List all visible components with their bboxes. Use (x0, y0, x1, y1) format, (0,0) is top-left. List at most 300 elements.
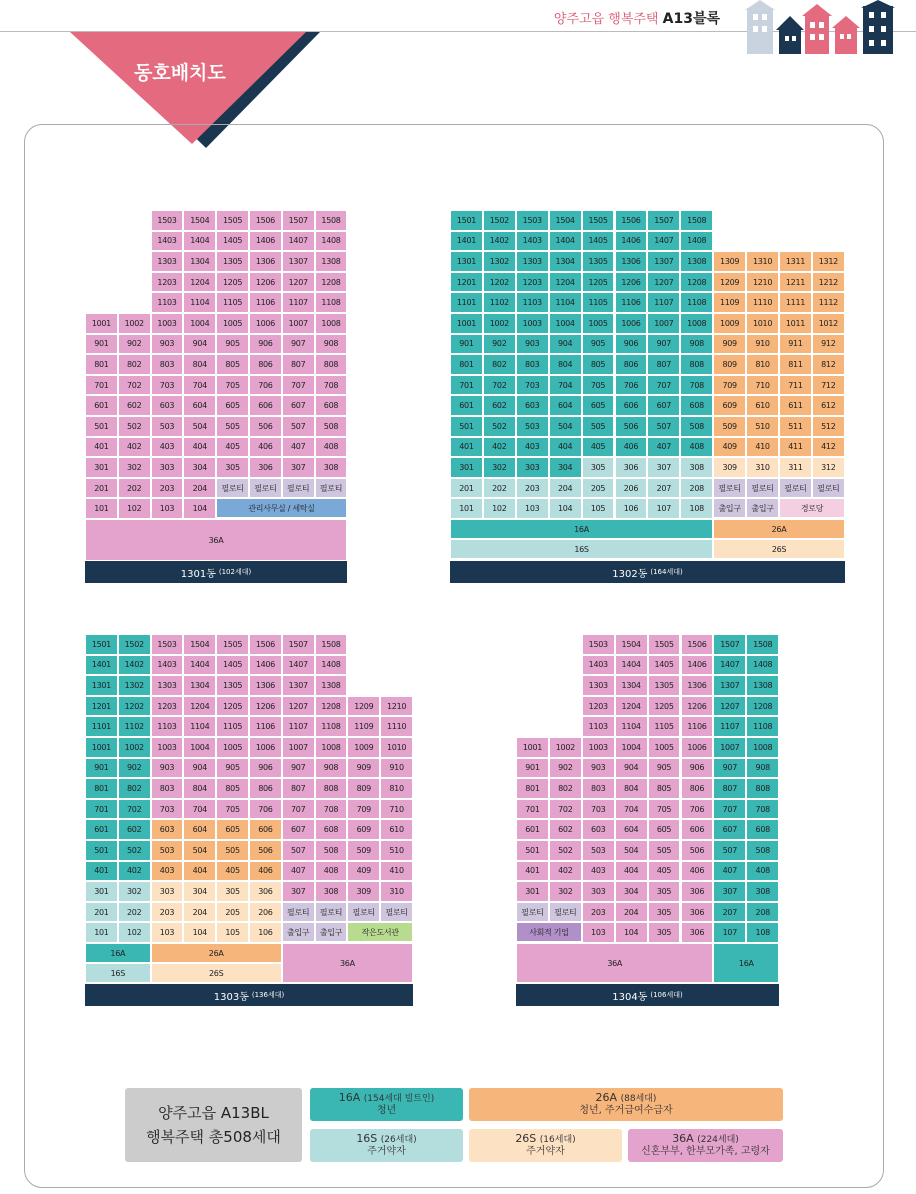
unit-cell: 508 (315, 416, 348, 437)
unit-cell: 706 (249, 375, 282, 396)
unit-cell: 306 (681, 922, 714, 943)
unit-cell: 필로티 (516, 902, 549, 923)
unit-cell: 1307 (282, 251, 315, 272)
unit-cell: 505 (216, 416, 249, 437)
unit-cell: 1404 (183, 231, 216, 252)
unit-cell: 910 (380, 758, 413, 779)
unit-cell: 304 (549, 457, 582, 478)
unit-cell: 1205 (216, 272, 249, 293)
unit-cell: 606 (615, 395, 648, 416)
unit-cell: 104 (615, 922, 648, 943)
unit-cell: 105 (216, 922, 249, 943)
unit-cell: 1010 (746, 313, 779, 334)
unit-cell: 401 (85, 437, 118, 458)
unit-cell: 1008 (315, 313, 348, 334)
unit-cell: 508 (746, 840, 779, 861)
unit-cell: 202 (118, 902, 151, 923)
unit-cell: 710 (746, 375, 779, 396)
unit-cell: 1203 (151, 272, 184, 293)
unit-cell: 809 (713, 354, 746, 375)
unit-cell: 1206 (615, 272, 648, 293)
unit-cell: 803 (582, 778, 615, 799)
unit-cell: 802 (483, 354, 516, 375)
unit-cell: 805 (648, 778, 681, 799)
unit-cell: 308 (746, 881, 779, 902)
unit-cell: 1004 (183, 313, 216, 334)
unit-cell: 1103 (151, 292, 184, 313)
unit-cell: 1008 (680, 313, 713, 334)
unit-cell: 509 (347, 840, 380, 861)
unit-cell: 605 (216, 819, 249, 840)
unit-cell: 610 (746, 395, 779, 416)
unit-cell: 1207 (713, 696, 746, 717)
unit-cell: 1403 (151, 231, 184, 252)
unit-cell: 907 (647, 334, 680, 355)
unit-cell: 1105 (216, 716, 249, 737)
unit-cell: 1408 (315, 655, 348, 676)
unit-cell: 1404 (615, 655, 648, 676)
unit-cell: 309 (347, 881, 380, 902)
unit-cell: 1007 (282, 737, 315, 758)
unit-cell: 306 (249, 457, 282, 478)
unit-cell: 803 (151, 778, 184, 799)
unit-cell: 1404 (183, 655, 216, 676)
unit-cell: 1308 (746, 675, 779, 696)
unit-cell: 203 (151, 902, 184, 923)
unit-cell: 704 (183, 799, 216, 820)
unit-cell: 308 (680, 457, 713, 478)
unit-cell: 1504 (183, 210, 216, 231)
building-label-1304: 1304동 (106세대) (516, 984, 779, 1006)
unit-cell: 1008 (746, 737, 779, 758)
unit-cell: 1303 (582, 675, 615, 696)
type-16S: 16S (85, 963, 151, 983)
unit-cell: 308 (315, 457, 348, 478)
unit-cell: 1303 (151, 251, 184, 272)
unit-cell: 1002 (549, 737, 582, 758)
unit-cell: 305 (216, 457, 249, 478)
unit-cell: 204 (615, 902, 648, 923)
unit-cell: 101 (85, 922, 118, 943)
unit-cell: 701 (516, 799, 549, 820)
unit-cell: 402 (118, 861, 151, 882)
unit-cell: 1207 (282, 272, 315, 293)
document-title: 양주고읍 행복주택 A13블록 (553, 11, 720, 27)
unit-cell: 1001 (85, 737, 118, 758)
unit-cell: 204 (183, 902, 216, 923)
unit-cell: 201 (450, 478, 483, 499)
unit-cell: 811 (779, 354, 812, 375)
unit-cell: 504 (183, 840, 216, 861)
unit-cell: 필로티 (249, 478, 282, 499)
unit-cell: 501 (85, 416, 118, 437)
unit-cell: 905 (648, 758, 681, 779)
type-26A: 26A (151, 943, 282, 963)
unit-cell: 1408 (746, 655, 779, 676)
legend-26A: 26A (88세대) 청년, 주거급여수급자 (469, 1088, 783, 1121)
unit-cell: 507 (647, 416, 680, 437)
unit-cell: 1302 (483, 251, 516, 272)
unit-cell: 307 (282, 881, 315, 902)
unit-cell: 508 (315, 840, 348, 861)
unit-cell: 1308 (315, 675, 348, 696)
houses-icon (743, 0, 903, 54)
unit-cell: 503 (151, 840, 184, 861)
unit-cell: 1004 (183, 737, 216, 758)
unit-cell: 904 (183, 334, 216, 355)
unit-cell: 306 (681, 902, 714, 923)
unit-cell: 208 (746, 902, 779, 923)
unit-cell: 1108 (746, 716, 779, 737)
unit-cell: 601 (450, 395, 483, 416)
unit-cell: 103 (151, 922, 184, 943)
unit-cell: 505 (216, 840, 249, 861)
unit-cell: 107 (713, 922, 746, 943)
facility-office: 관리사무실 / 세탁실 (216, 498, 347, 518)
unit-cell: 702 (549, 799, 582, 820)
unit-cell: 101 (450, 498, 483, 519)
unit-cell: 필로티 (282, 902, 315, 923)
unit-cell: 301 (85, 457, 118, 478)
unit-cell: 304 (183, 881, 216, 902)
unit-cell: 1407 (713, 655, 746, 676)
unit-cell: 1407 (282, 231, 315, 252)
unit-cell: 703 (582, 799, 615, 820)
unit-cell: 1405 (582, 231, 615, 252)
unit-cell: 1505 (648, 634, 681, 655)
unit-cell: 1106 (249, 292, 282, 313)
unit-cell: 1004 (549, 313, 582, 334)
type-16A: 16A (85, 943, 151, 963)
unit-cell: 802 (118, 778, 151, 799)
unit-cell: 712 (812, 375, 845, 396)
unit-cell: 801 (516, 778, 549, 799)
unit-cell: 504 (615, 840, 648, 861)
unit-cell: 801 (85, 778, 118, 799)
unit-cell: 608 (680, 395, 713, 416)
unit-cell: 1408 (315, 231, 348, 252)
unit-cell: 1304 (183, 675, 216, 696)
unit-cell: 1204 (183, 272, 216, 293)
unit-cell: 303 (151, 457, 184, 478)
unit-cell: 804 (183, 354, 216, 375)
unit-cell: 1203 (582, 696, 615, 717)
building-label-1303: 1303동 (136세대) (85, 984, 413, 1006)
unit-cell: 1503 (516, 210, 549, 231)
unit-cell: 1507 (282, 634, 315, 655)
legend-36A: 36A (224세대) 신혼부부, 한부모가족, 고령자 (628, 1129, 783, 1162)
unit-cell: 607 (647, 395, 680, 416)
unit-cell: 406 (249, 437, 282, 458)
unit-cell: 205 (216, 902, 249, 923)
unit-cell: 903 (151, 334, 184, 355)
unit-cell: 511 (779, 416, 812, 437)
unit-cell: 510 (746, 416, 779, 437)
unit-cell: 1209 (713, 272, 746, 293)
unit-cell: 302 (483, 457, 516, 478)
unit-cell: 1101 (85, 716, 118, 737)
unit-cell: 1006 (249, 313, 282, 334)
unit-cell: 204 (549, 478, 582, 499)
unit-cell: 1109 (347, 716, 380, 737)
unit-cell: 1507 (282, 210, 315, 231)
unit-cell: 606 (249, 819, 282, 840)
unit-cell: 807 (282, 778, 315, 799)
unit-cell: 602 (118, 395, 151, 416)
unit-cell: 904 (615, 758, 648, 779)
unit-cell: 709 (713, 375, 746, 396)
unit-cell: 307 (713, 881, 746, 902)
unit-cell: 104 (549, 498, 582, 519)
unit-cell: 708 (680, 375, 713, 396)
unit-cell: 1108 (315, 292, 348, 313)
unit-cell: 601 (85, 395, 118, 416)
unit-cell: 1210 (746, 272, 779, 293)
unit-cell: 1105 (216, 292, 249, 313)
unit-cell: 503 (151, 416, 184, 437)
unit-cell: 1506 (249, 210, 282, 231)
unit-cell: 512 (812, 416, 845, 437)
unit-cell: 809 (347, 778, 380, 799)
unit-cell: 404 (549, 437, 582, 458)
unit-cell: 612 (812, 395, 845, 416)
unit-cell: 303 (516, 457, 549, 478)
unit-cell: 606 (681, 819, 714, 840)
unit-cell: 911 (779, 334, 812, 355)
unit-cell: 106 (615, 498, 648, 519)
unit-cell: 401 (85, 861, 118, 882)
unit-cell: 604 (183, 819, 216, 840)
unit-cell: 507 (282, 840, 315, 861)
unit-cell: 1112 (812, 292, 845, 313)
unit-cell: 207 (647, 478, 680, 499)
unit-cell: 1306 (681, 675, 714, 696)
unit-cell: 810 (380, 778, 413, 799)
unit-cell: 407 (647, 437, 680, 458)
unit-cell: 805 (582, 354, 615, 375)
unit-cell: 1401 (85, 655, 118, 676)
unit-cell: 404 (183, 437, 216, 458)
unit-cell: 803 (151, 354, 184, 375)
unit-cell: 1106 (249, 716, 282, 737)
unit-cell: 406 (681, 861, 714, 882)
unit-cell: 704 (183, 375, 216, 396)
unit-cell: 1301 (450, 251, 483, 272)
unit-cell: 1106 (681, 716, 714, 737)
unit-cell: 408 (746, 861, 779, 882)
facility-social-enterprise: 사회적 기업 (516, 922, 582, 942)
unit-cell: 1104 (549, 292, 582, 313)
unit-cell: 708 (746, 799, 779, 820)
unit-cell: 506 (249, 840, 282, 861)
unit-cell: 1507 (713, 634, 746, 655)
unit-cell: 1211 (779, 272, 812, 293)
unit-cell: 1207 (647, 272, 680, 293)
legend-16S: 16S (26세대) 주거약자 (310, 1129, 463, 1162)
unit-cell: 907 (282, 334, 315, 355)
unit-cell: 604 (549, 395, 582, 416)
unit-cell: 506 (249, 416, 282, 437)
unit-cell: 1104 (615, 716, 648, 737)
unit-cell: 1404 (549, 231, 582, 252)
unit-cell: 808 (746, 778, 779, 799)
unit-cell: 502 (549, 840, 582, 861)
unit-cell: 1206 (681, 696, 714, 717)
unit-cell: 1204 (183, 696, 216, 717)
unit-cell: 1402 (483, 231, 516, 252)
unit-cell: 807 (713, 778, 746, 799)
unit-cell: 1304 (615, 675, 648, 696)
unit-cell: 1203 (516, 272, 549, 293)
unit-cell: 1005 (648, 737, 681, 758)
unit-cell: 902 (549, 758, 582, 779)
unit-cell: 403 (151, 437, 184, 458)
unit-cell: 609 (347, 819, 380, 840)
unit-cell: 203 (516, 478, 549, 499)
unit-cell: 908 (680, 334, 713, 355)
unit-cell: 1403 (582, 655, 615, 676)
unit-cell: 1205 (648, 696, 681, 717)
unit-cell: 707 (713, 799, 746, 820)
unit-cell: 409 (347, 861, 380, 882)
section-title: 동호배치도 (134, 62, 226, 84)
unit-cell: 1208 (315, 272, 348, 293)
unit-cell: 408 (680, 437, 713, 458)
unit-cell: 608 (315, 819, 348, 840)
entrance: 출입구 (746, 498, 779, 518)
unit-cell: 1305 (648, 675, 681, 696)
unit-cell: 1408 (680, 231, 713, 252)
unit-cell: 808 (680, 354, 713, 375)
unit-cell: 802 (549, 778, 582, 799)
unit-cell: 306 (249, 881, 282, 902)
unit-cell: 1002 (118, 313, 151, 334)
unit-cell: 1201 (450, 272, 483, 293)
unit-cell: 901 (516, 758, 549, 779)
unit-cell: 1305 (582, 251, 615, 272)
unit-cell: 필로티 (812, 478, 845, 499)
unit-cell: 1304 (183, 251, 216, 272)
unit-cell: 1502 (483, 210, 516, 231)
unit-cell: 603 (516, 395, 549, 416)
unit-cell: 806 (249, 354, 282, 375)
unit-cell: 1011 (779, 313, 812, 334)
unit-cell: 605 (216, 395, 249, 416)
unit-cell: 404 (183, 861, 216, 882)
facility-senior-center: 경로당 (779, 498, 845, 518)
unit-cell: 306 (681, 881, 714, 902)
unit-cell: 104 (183, 498, 216, 519)
unit-cell: 703 (151, 375, 184, 396)
unit-cell: 1006 (615, 313, 648, 334)
unit-cell: 205 (582, 478, 615, 499)
unit-cell: 307 (282, 457, 315, 478)
type-26A: 26A (713, 519, 845, 539)
unit-cell: 705 (582, 375, 615, 396)
unit-cell: 1505 (582, 210, 615, 231)
unit-cell: 406 (249, 861, 282, 882)
unit-cell: 106 (249, 922, 282, 943)
unit-cell: 701 (450, 375, 483, 396)
unit-cell: 104 (183, 922, 216, 943)
unit-cell: 801 (85, 354, 118, 375)
unit-cell: 401 (450, 437, 483, 458)
entrance: 출입구 (713, 498, 746, 518)
unit-cell: 903 (582, 758, 615, 779)
unit-cell: 901 (85, 758, 118, 779)
unit-cell: 1406 (681, 655, 714, 676)
unit-cell: 405 (216, 861, 249, 882)
unit-cell: 105 (582, 498, 615, 519)
unit-cell: 908 (746, 758, 779, 779)
unit-cell: 1506 (615, 210, 648, 231)
unit-cell: 506 (615, 416, 648, 437)
unit-cell: 803 (516, 354, 549, 375)
unit-cell: 412 (812, 437, 845, 458)
unit-cell: 1307 (647, 251, 680, 272)
unit-cell: 1205 (582, 272, 615, 293)
unit-cell: 702 (483, 375, 516, 396)
unit-cell: 1107 (647, 292, 680, 313)
unit-cell: 204 (183, 478, 216, 499)
unit-cell: 필로티 (315, 478, 348, 499)
unit-cell: 804 (615, 778, 648, 799)
unit-cell: 704 (615, 799, 648, 820)
unit-cell: 1303 (151, 675, 184, 696)
unit-cell: 1009 (713, 313, 746, 334)
unit-cell: 302 (549, 881, 582, 902)
unit-cell: 407 (282, 861, 315, 882)
unit-cell: 308 (315, 881, 348, 902)
unit-cell: 703 (516, 375, 549, 396)
unit-cell: 107 (647, 498, 680, 519)
unit-cell: 108 (746, 922, 779, 943)
unit-cell: 503 (516, 416, 549, 437)
unit-cell: 1005 (216, 313, 249, 334)
unit-cell: 1105 (648, 716, 681, 737)
unit-cell: 906 (249, 334, 282, 355)
unit-cell: 810 (746, 354, 779, 375)
unit-cell: 1311 (779, 251, 812, 272)
unit-cell: 610 (380, 819, 413, 840)
unit-cell: 905 (216, 334, 249, 355)
unit-cell: 1307 (713, 675, 746, 696)
unit-cell: 1003 (151, 737, 184, 758)
unit-cell: 908 (315, 334, 348, 355)
unit-cell: 102 (118, 922, 151, 943)
unit-cell: 1002 (118, 737, 151, 758)
unit-cell: 101 (85, 498, 118, 519)
unit-cell: 912 (812, 334, 845, 355)
unit-cell: 1108 (680, 292, 713, 313)
unit-cell: 1108 (315, 716, 348, 737)
unit-cell: 808 (315, 354, 348, 375)
unit-cell: 705 (216, 799, 249, 820)
unit-cell: 1312 (812, 251, 845, 272)
unit-cell: 607 (713, 819, 746, 840)
unit-cell: 1508 (315, 210, 348, 231)
unit-cell: 505 (648, 840, 681, 861)
unit-cell: 1103 (516, 292, 549, 313)
unit-cell: 1305 (216, 251, 249, 272)
unit-cell: 905 (216, 758, 249, 779)
unit-cell: 1504 (549, 210, 582, 231)
unit-cell: 1012 (812, 313, 845, 334)
unit-cell: 1008 (315, 737, 348, 758)
unit-cell: 701 (85, 375, 118, 396)
entrance: 출입구 (282, 922, 315, 942)
unit-cell: 602 (118, 819, 151, 840)
